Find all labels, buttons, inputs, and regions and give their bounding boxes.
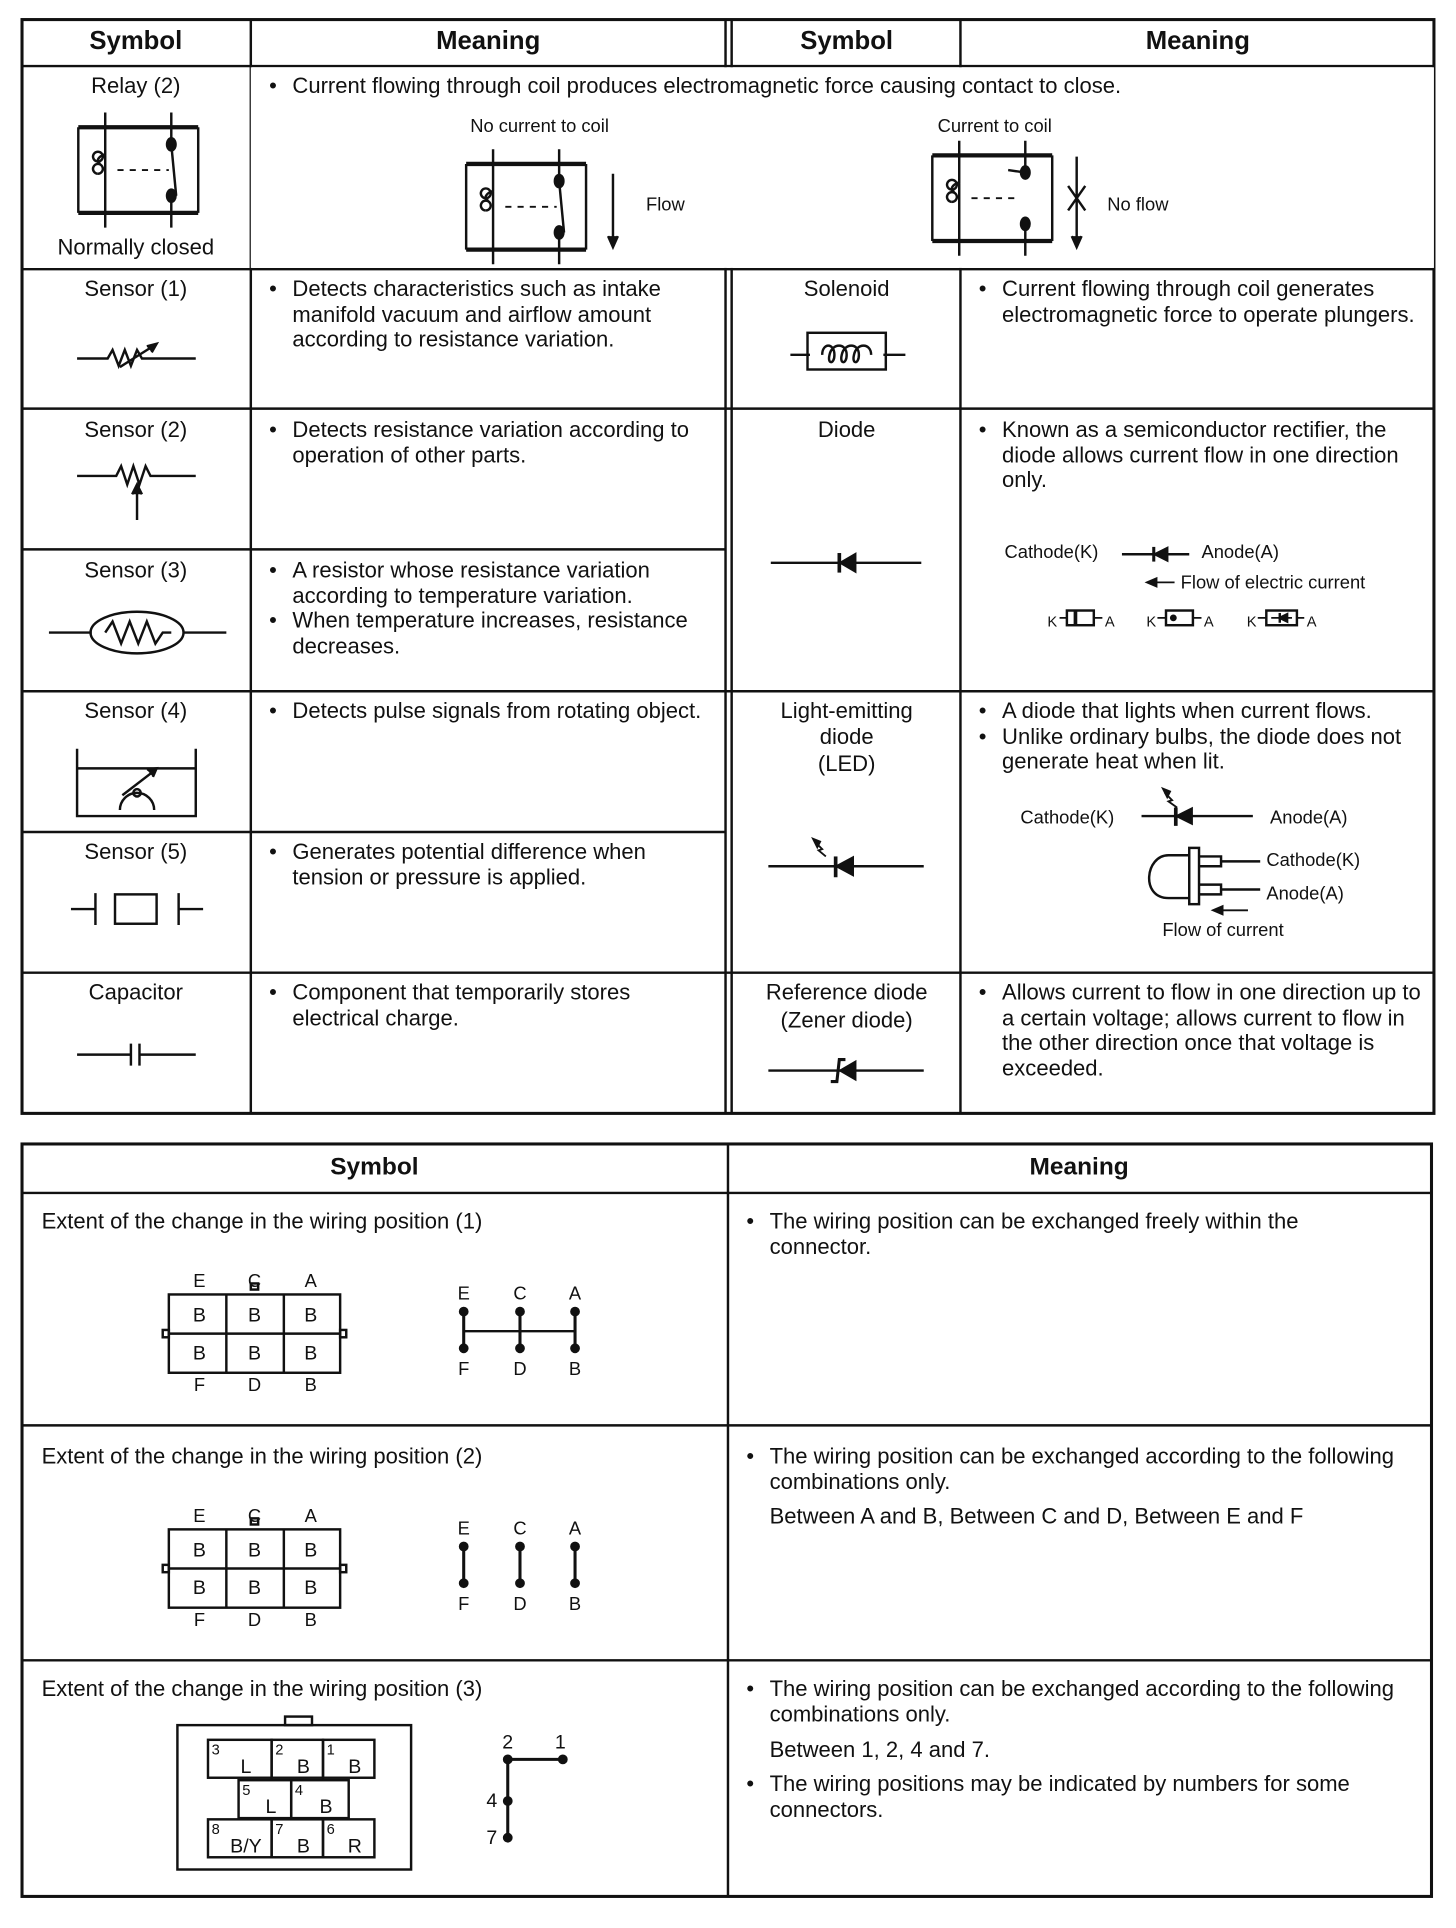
header-symbol-left: Symbol bbox=[89, 26, 183, 56]
terminal-number: 7 bbox=[275, 1822, 284, 1839]
wiring-row3-meaning-2 bbox=[744, 1772, 1411, 1822]
sensor3-meaning bbox=[267, 558, 720, 658]
zener-meaning bbox=[976, 980, 1429, 1080]
table1-grid bbox=[22, 20, 1434, 1114]
contact-dot bbox=[555, 226, 564, 238]
sensor1-name: Sensor (1) bbox=[84, 276, 188, 301]
no-flow-label: No flow bbox=[1107, 194, 1169, 216]
sensor4-meaning bbox=[267, 699, 720, 724]
pin-label-top: C bbox=[513, 1517, 527, 1539]
switch-arm bbox=[171, 144, 176, 195]
cavity-label-top: C bbox=[247, 1505, 262, 1527]
sensor2-name: Sensor (2) bbox=[84, 417, 188, 442]
diode-anode-label: Anode(A) bbox=[1201, 542, 1280, 563]
connector-diagram-2 bbox=[163, 1505, 582, 1630]
pin-dot bbox=[571, 1308, 578, 1315]
terminal-color: B bbox=[247, 1539, 262, 1562]
cavity-label-top: E bbox=[193, 1270, 206, 1292]
pin-dot bbox=[559, 1756, 566, 1763]
connector-latch bbox=[163, 1565, 169, 1572]
sensor3-name: Sensor (3) bbox=[84, 557, 188, 583]
pin-label-top: E bbox=[457, 1517, 470, 1539]
cavity-label-top: C bbox=[247, 1270, 262, 1292]
cavity-label-bottom: B bbox=[304, 1374, 317, 1396]
solenoid-name: Solenoid bbox=[803, 276, 890, 301]
sensor4-name: Sensor (4) bbox=[84, 698, 188, 724]
connector-diagram-1 bbox=[163, 1270, 582, 1395]
pin-dot bbox=[516, 1580, 523, 1587]
relay-meaning bbox=[267, 73, 1429, 98]
bullet: • Known as a semiconductor rectifier, the diode allows current flow in one direction only. bbox=[976, 417, 1429, 492]
header-meaning-right: Meaning bbox=[1145, 26, 1250, 56]
header-meaning-left: Meaning bbox=[436, 26, 541, 56]
zener-name-line2: (Zener diode) bbox=[780, 1008, 913, 1033]
cavity-label-top: A bbox=[304, 1505, 317, 1527]
connector-latch bbox=[163, 1330, 169, 1337]
pin-label-bottom: B bbox=[568, 1358, 582, 1380]
cavity-label-bottom: F bbox=[193, 1374, 206, 1396]
pin-label-bottom: D bbox=[513, 1593, 527, 1615]
terminal-color: B bbox=[192, 1539, 206, 1562]
sensor5-meaning bbox=[267, 839, 720, 889]
bullet: • Component that temporarily stores electrical charge. bbox=[267, 980, 720, 1030]
relay-normally-closed-symbol bbox=[78, 113, 198, 228]
connector-latch bbox=[340, 1565, 346, 1572]
k-label: K bbox=[1047, 612, 1058, 631]
wiring-row3-note: Between 1, 2, 4 and 7. bbox=[769, 1737, 990, 1762]
terminal-color: B bbox=[304, 1577, 318, 1600]
table2-header-symbol: Symbol bbox=[330, 1153, 419, 1181]
contact-dot bbox=[167, 190, 176, 202]
wiring-row1-meaning bbox=[744, 1209, 1405, 1259]
pin-label-bottom: F bbox=[458, 1593, 470, 1615]
sensor5-name: Sensor (5) bbox=[84, 839, 188, 864]
pin-dot bbox=[460, 1345, 467, 1352]
terminal-number: 3 bbox=[211, 1742, 220, 1759]
led-cathode-label: Cathode(K) bbox=[1020, 807, 1115, 829]
wiring-row2-note: Between A and B, Between C and D, Between E and F bbox=[769, 1503, 1304, 1529]
sensor2-meaning bbox=[267, 417, 720, 467]
relay-frame-side bbox=[78, 127, 198, 213]
pin-label-top: E bbox=[457, 1282, 470, 1304]
led-flow-label: Flow of current bbox=[1162, 920, 1284, 941]
flow-label: Flow bbox=[646, 194, 685, 216]
terminal-number: 6 bbox=[326, 1822, 335, 1839]
pin-label-top: A bbox=[568, 1517, 582, 1539]
terminal-color: B bbox=[247, 1342, 262, 1365]
bullet: • Unlike ordinary bulbs, the diode does not generate heat when lit. bbox=[976, 724, 1429, 774]
terminal-color: B bbox=[296, 1835, 310, 1858]
pin-links bbox=[508, 1759, 563, 1837]
terminal-number: 8 bbox=[211, 1822, 220, 1839]
pin-label: 4 bbox=[486, 1790, 498, 1813]
a-label: A bbox=[1306, 612, 1317, 631]
cavity-label-bottom: F bbox=[193, 1609, 206, 1631]
terminal-color: B bbox=[319, 1796, 333, 1819]
pin-label-bottom: B bbox=[568, 1593, 582, 1615]
a-label: A bbox=[1104, 612, 1115, 631]
led-name-line3: (LED) bbox=[817, 751, 876, 776]
terminal-color: B bbox=[192, 1577, 206, 1600]
terminal-number: 1 bbox=[326, 1742, 335, 1759]
bullet: • A diode that lights when current flows. bbox=[976, 699, 1429, 724]
terminal-color: B bbox=[348, 1755, 362, 1778]
cavity-label-bottom: B bbox=[304, 1609, 317, 1631]
bullet: • The wiring position can be exchanged according to the following combinations only. bbox=[744, 1444, 1405, 1494]
bullet: • Current flowing through coil produces electromagnetic force causing contact to close. bbox=[267, 73, 1429, 98]
a-label: A bbox=[1203, 612, 1214, 631]
pin-label-bottom: F bbox=[458, 1358, 470, 1380]
pin-dot bbox=[504, 1756, 511, 1763]
zener-diode-icon bbox=[768, 1060, 923, 1082]
capacitor-icon bbox=[77, 1044, 196, 1066]
bullet: • Detects pulse signals from rotating object. bbox=[267, 699, 720, 724]
pin-dot bbox=[460, 1543, 467, 1550]
terminal-color: B bbox=[296, 1755, 310, 1778]
diode-flow-label: Flow of electric current bbox=[1180, 572, 1366, 594]
bullet: • Allows current to flow in one direction up to a certain voltage; allows current to flow in the other direction once that voltage is exceeded. bbox=[976, 980, 1429, 1080]
relay-caption: Normally closed bbox=[57, 234, 215, 260]
pin-dot bbox=[460, 1308, 467, 1315]
sensor3-thermistor-icon bbox=[49, 612, 226, 654]
led-meaning bbox=[976, 699, 1429, 774]
capacitor-meaning bbox=[267, 980, 720, 1030]
sensor1-variable-resistor-icon bbox=[77, 344, 196, 367]
diode-cathode-label: Cathode(K) bbox=[1004, 542, 1099, 563]
header-symbol-right: Symbol bbox=[800, 26, 894, 56]
terminal-color: R bbox=[347, 1835, 362, 1858]
pin-label: 7 bbox=[486, 1826, 498, 1849]
pin-dot bbox=[516, 1308, 523, 1315]
led-diagram bbox=[1142, 789, 1261, 914]
pin-dot bbox=[504, 1834, 511, 1841]
pin-label-top: A bbox=[568, 1282, 582, 1304]
terminal-number: 2 bbox=[275, 1742, 284, 1759]
bullet: • Detects characteristics such as intake manifold vacuum and airflow amount according to resistance variation. bbox=[267, 277, 720, 352]
wiring-row1-title: Extent of the change in the wiring position (1) bbox=[41, 1208, 483, 1234]
no-current-label: No current to coil bbox=[470, 116, 609, 138]
connector-key bbox=[285, 1717, 312, 1726]
terminal-color: B bbox=[192, 1304, 206, 1327]
bullet: • Current flowing through coil generates electromagnetic force to operate plungers. bbox=[976, 277, 1429, 327]
pin-dot bbox=[516, 1345, 523, 1352]
led-name-line2: diode bbox=[819, 724, 874, 749]
sensor2-potentiometer-icon bbox=[77, 466, 196, 520]
sensor5-piezo-icon bbox=[71, 893, 203, 925]
diode-icon bbox=[771, 553, 921, 573]
pin-dot bbox=[460, 1580, 467, 1587]
current-label: Current to coil bbox=[937, 116, 1052, 138]
k-label: K bbox=[1146, 612, 1157, 631]
relay-name: Relay (2) bbox=[91, 73, 181, 98]
pin-dot bbox=[571, 1543, 578, 1550]
led-name-line1: Light-emitting bbox=[780, 698, 913, 724]
table2-header-meaning: Meaning bbox=[1029, 1153, 1129, 1181]
bullet: • Generates potential difference when tension or pressure is applied. bbox=[267, 839, 720, 889]
terminal-color: B bbox=[247, 1577, 262, 1600]
wiring-row3-meaning bbox=[744, 1676, 1411, 1726]
terminal-color: B bbox=[304, 1304, 318, 1327]
diode-meaning bbox=[976, 417, 1429, 492]
terminal-number: 4 bbox=[294, 1782, 304, 1799]
cavity-label-top: E bbox=[193, 1505, 206, 1527]
bullet: • When temperature increases, resistance decreases. bbox=[267, 608, 720, 658]
cavity-label-bottom: D bbox=[247, 1374, 262, 1396]
cavity-label-top: A bbox=[304, 1270, 317, 1292]
terminal-color: B/Y bbox=[230, 1835, 262, 1858]
connector-diagram-3 bbox=[177, 1717, 566, 1870]
led-anode-lead-label: Anode(A) bbox=[1266, 883, 1344, 905]
solenoid-icon bbox=[790, 333, 905, 370]
led-anode-label: Anode(A) bbox=[1269, 807, 1348, 829]
wiring-row3-title: Extent of the change in the wiring position (3) bbox=[41, 1676, 483, 1701]
pin-label-bottom: D bbox=[513, 1358, 527, 1380]
sensor4-pulse-sensor-icon bbox=[77, 749, 196, 816]
terminal-color: B bbox=[247, 1304, 262, 1327]
terminal-color: L bbox=[240, 1755, 252, 1778]
terminal-color: B bbox=[304, 1539, 318, 1562]
connector-latch bbox=[340, 1330, 346, 1337]
terminal-color: B bbox=[304, 1342, 318, 1365]
solenoid-meaning bbox=[976, 277, 1429, 327]
terminal-number: 5 bbox=[242, 1782, 251, 1799]
led-icon bbox=[768, 839, 923, 877]
pin-label: 1 bbox=[554, 1731, 566, 1754]
pin-label-top: C bbox=[513, 1282, 527, 1304]
bullet: • The wiring positions may be indicated by numbers for some connectors. bbox=[744, 1772, 1411, 1822]
bullet: • A resistor whose resistance variation according to temperature variation. bbox=[267, 558, 720, 608]
led-cathode-lead-label: Cathode(K) bbox=[1266, 850, 1361, 872]
bullet: • The wiring position can be exchanged freely within the connector. bbox=[744, 1209, 1405, 1259]
cavity-label-bottom: D bbox=[247, 1609, 262, 1631]
bullet: • Detects resistance variation according to operation of other parts. bbox=[267, 417, 720, 467]
bullet: • The wiring position can be exchanged according to the following combinations only. bbox=[744, 1676, 1411, 1726]
pin-dot bbox=[571, 1345, 578, 1352]
sensor1-meaning bbox=[267, 277, 720, 352]
terminal-color: B bbox=[192, 1342, 206, 1365]
wiring-row2-title: Extent of the change in the wiring position (2) bbox=[41, 1443, 483, 1469]
zener-name-line1: Reference diode bbox=[765, 980, 928, 1005]
relay-frame bbox=[78, 127, 198, 213]
capacitor-name: Capacitor bbox=[88, 980, 183, 1005]
wiring-row2-meaning bbox=[744, 1444, 1405, 1494]
pin-dot bbox=[571, 1580, 578, 1587]
terminal-color: L bbox=[265, 1796, 277, 1819]
pin-label: 2 bbox=[502, 1731, 514, 1754]
contact-dot bbox=[1021, 218, 1030, 230]
diode-name: Diode bbox=[817, 417, 876, 442]
pin-dot bbox=[504, 1797, 511, 1804]
pin-dot bbox=[516, 1543, 523, 1550]
k-label: K bbox=[1246, 612, 1257, 631]
